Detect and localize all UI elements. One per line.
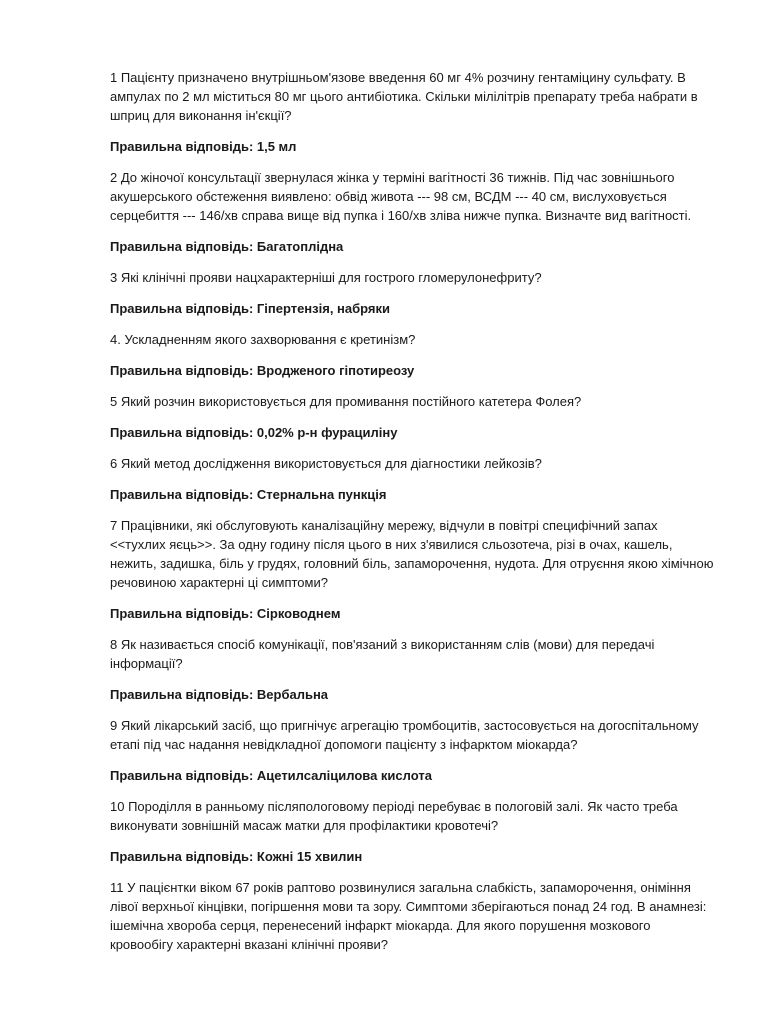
question-text: 9 Який лікарський засіб, що пригнічує агрегацію тромбоцитів, застосовується на догоспітальному етапі під час надання невідкладної допомоги пацієнту з інфарктом міокарда? bbox=[110, 718, 699, 752]
question-text: 11 У пацієнтки віком 67 років раптово розвинулися загальна слабкість, запаморочення, оніміння лівої верхньої кінцівки, погіршення мови та зору. Симптоми зберігаються понад 24 год. В анамнезі: ішемічна хвороба серця, перенесений інфаркт міокарда. Для якого порушення мозкового кровообігу характерні вказані клінічні прояви? bbox=[110, 880, 707, 952]
question-text: 5 Який розчин використовується для промивання постійного катетера Фолея? bbox=[110, 394, 582, 409]
answer-text: Правильна відповідь: Вербальна bbox=[110, 687, 329, 702]
qa-item-6 bbox=[110, 454, 716, 504]
qa-item-4 bbox=[110, 330, 716, 380]
question-text: 2 До жіночої консультації звернулася жінка у терміні вагітності 36 тижнів. Під час зовнішнього акушерського обстеження виявлено: обвід живота --- 98 см, ВСДМ --- 40 см, вислуховується серцебиття --- 146/хв справа вище від пупка і 160/хв зліва нижче пупка. Визначте вид вагітності. bbox=[110, 170, 692, 223]
qa-item-2 bbox=[110, 168, 716, 256]
qa-item-9 bbox=[110, 716, 716, 785]
answer-text: Правильна відповідь: 0,02% р-н фурациліну bbox=[110, 425, 398, 440]
answer-text: Правильна відповідь: Кожні 15 хвилин bbox=[110, 849, 363, 864]
question-text: 3 Які клінічні прояви нацхарактерніші для гострого гломерулонефриту? bbox=[110, 270, 542, 285]
qa-item-3 bbox=[110, 268, 716, 318]
answer-text: Правильна відповідь: Сірководнем bbox=[110, 606, 341, 621]
question-text: 6 Який метод дослідження використовується для діагностики лейкозів? bbox=[110, 456, 542, 471]
qa-item-8 bbox=[110, 635, 716, 704]
question-text: 4. Ускладненням якого захворювання є кретинізм? bbox=[110, 332, 416, 347]
answer-text: Правильна відповідь: Гіпертензія, набряки bbox=[110, 301, 391, 316]
answer-text: Правильна відповідь: 1,5 мл bbox=[110, 139, 297, 154]
document-page bbox=[110, 68, 716, 966]
qa-item-11 bbox=[110, 878, 716, 954]
question-text: 8 Як називається спосіб комунікації, пов'язаний з використанням слів (мови) для передачі інформації? bbox=[110, 637, 655, 671]
question-text: 10 Породілля в ранньому післяпологовому періоді перебуває в пологовій залі. Як часто треба виконувати зовнішній масаж матки для профілактики кровотечі? bbox=[110, 799, 678, 833]
qa-item-10 bbox=[110, 797, 716, 866]
answer-text: Правильна відповідь: Багатоплідна bbox=[110, 239, 344, 254]
qa-item-1 bbox=[110, 68, 716, 156]
qa-item-5 bbox=[110, 392, 716, 442]
question-text: 1 Пацієнту призначено внутрішньом'язове введення 60 мг 4% розчину гентаміцину сульфату. В ампулах по 2 мл міститься 80 мг цього антибіотика. Скільки мілілітрів препарату треба набрати в шприц для виконання ін'єкції? bbox=[110, 70, 698, 123]
answer-text: Правильна відповідь: Вродженого гіпотиреозу bbox=[110, 363, 415, 378]
answer-text: Правильна відповідь: Ацетилсаліцилова кислота bbox=[110, 768, 432, 783]
answer-text: Правильна відповідь: Стернальна пункція bbox=[110, 487, 387, 502]
question-text: 7 Працівники, які обслуговують каналізаційну мережу, відчули в повітрі специфічний запах <<тухлих яєць>>. За одну годину після цього в них з'явилися сльозотеча, різі в очах, кашель, нежить, задишка, біль у грудях, головний біль, запаморочення, нудота. Для отруєння якою хімічною речовиною характерні ці симптоми? bbox=[110, 518, 714, 590]
qa-item-7 bbox=[110, 516, 716, 623]
